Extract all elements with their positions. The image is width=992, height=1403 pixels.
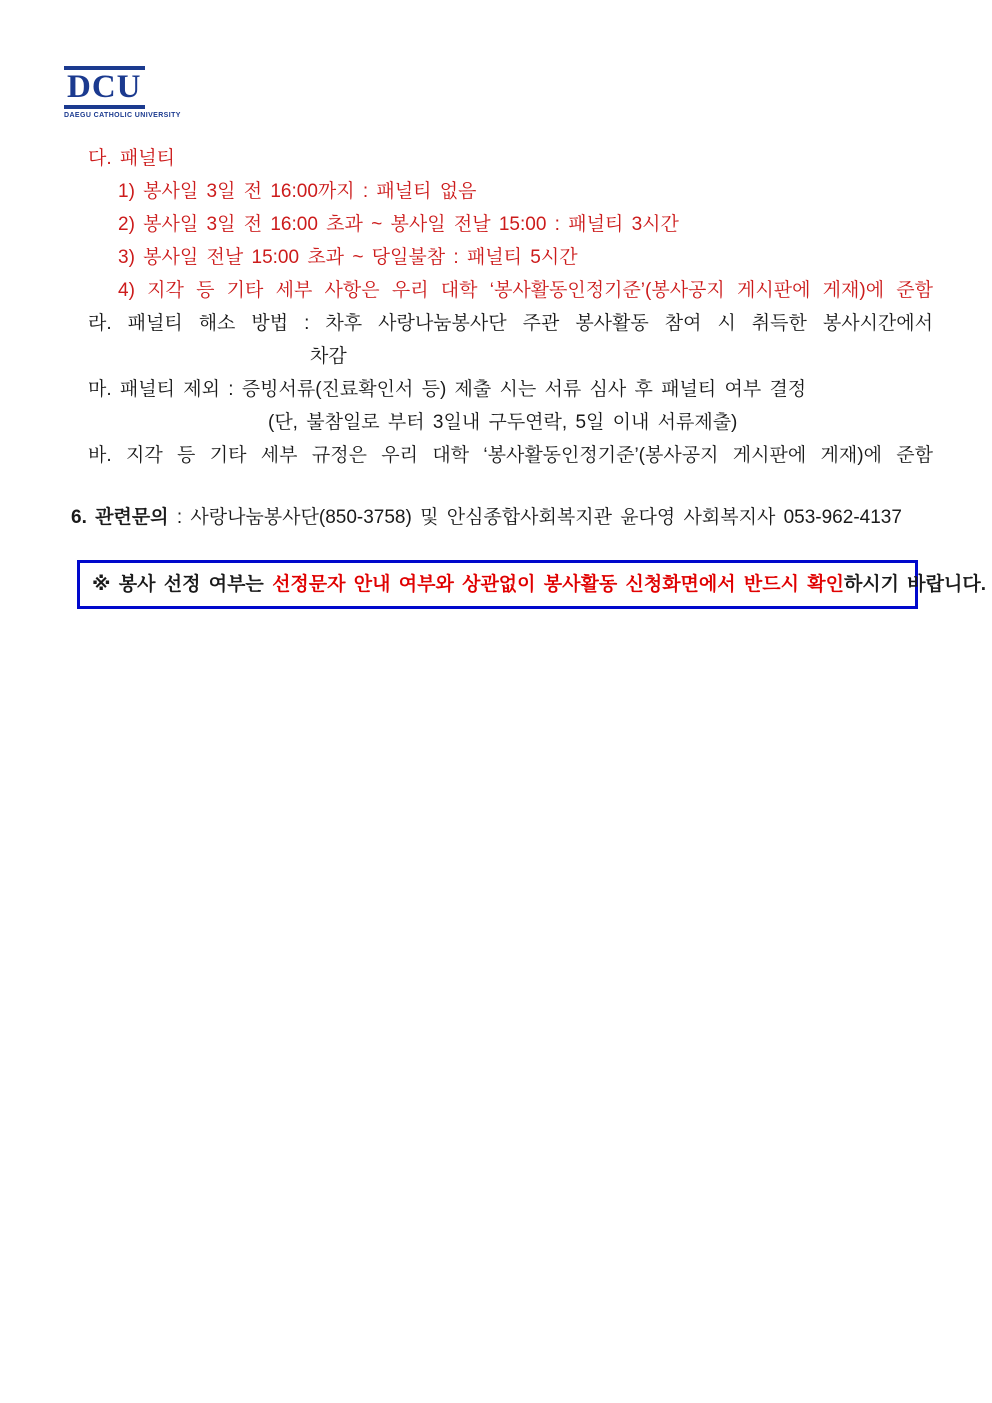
contact-separator: : (168, 507, 191, 528)
penalty-item-1: 1) 봉사일 3일 전 16:00까지 : 패널티 없음 (118, 181, 477, 202)
penalty-exclusion-line2: (단, 불참일로 부터 3일내 구두연락, 5일 이내 서류제출) (268, 412, 738, 433)
selection-notice-box (77, 560, 986, 609)
penalty-relief-line2: 차감 (310, 346, 347, 367)
dcu-logo (64, 66, 181, 119)
document-body (71, 142, 986, 609)
notice-highlight: 선정문자 안내 여부와 상관없이 봉사활동 신청화면에서 반드시 확인 (272, 574, 844, 595)
contact-label: 6. 관련문의 (71, 507, 169, 528)
penalty-other-rules-line: 바. 지각 등 기타 세부 규정은 우리 대학 ‘봉사활동인정기준’(봉사공지 게시판에 게재)에 준함 (88, 445, 933, 466)
penalty-item-3: 3) 봉사일 전날 15:00 초과 ~ 당일불참 : 패널티 5시간 (118, 247, 578, 268)
contact-value: 사랑나눔봉사단(850-3758) 및 안심종합사회복지관 윤다영 사회복지사 053-962-4137 (190, 507, 902, 528)
penalty-exclusion-line1: 마. 패널티 제외 : 증빙서류(진료확인서 등) 제출 시는 서류 심사 후 패널티 여부 결정 (88, 379, 807, 400)
notice-suffix: 하시기 바랍니다. (843, 574, 986, 595)
penalty-section-heading: 다. 패널티 (88, 148, 175, 169)
penalty-relief-line1: 라. 패널티 해소 방법 : 차후 사랑나눔봉사단 주관 봉사활동 참여 시 취득한 봉사시간에서 (88, 313, 933, 334)
contact-line (71, 501, 933, 534)
dcu-logo-caption: DAEGU CATHOLIC UNIVERSITY (64, 112, 181, 119)
dcu-logo-text: DCU (64, 66, 145, 109)
penalty-item-2: 2) 봉사일 3일 전 16:00 초과 ~ 봉사일 전날 15:00 : 패널티 3시간 (118, 214, 679, 235)
penalty-item-4: 4) 지각 등 기타 세부 사항은 우리 대학 ‘봉사활동인정기준’(봉사공지 게시판에 게재)에 준함 (118, 280, 933, 301)
notice-prefix: ※ 봉사 선정 여부는 (92, 574, 273, 595)
